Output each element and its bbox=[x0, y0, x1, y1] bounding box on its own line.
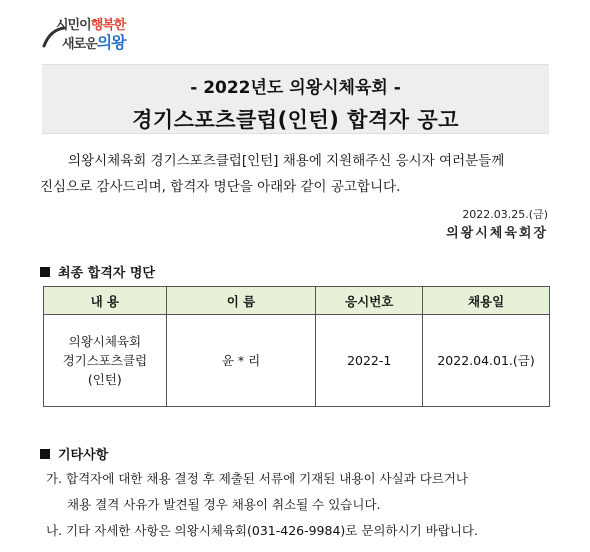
note-b-line1: 나. 기타 자세한 사항은 의왕시체육회(031-426-9984)로 문의하시기 바랍니다. bbox=[46, 523, 478, 538]
table-header-row bbox=[44, 287, 550, 315]
note-a-line1: 가. 합격자에 대한 채용 결정 후 제출된 서류에 기재된 내용이 사실과 다르거나 bbox=[46, 471, 469, 486]
note-a-line2: 채용 결격 사유가 발견될 경우 채용이 취소될 수 있습니다. bbox=[67, 497, 381, 512]
header-name: 이 름 bbox=[166, 287, 316, 315]
table-row bbox=[44, 315, 550, 407]
logo-line2: 새로운의왕 bbox=[62, 33, 126, 52]
issuer-name: 의왕시체육회장 bbox=[446, 226, 548, 241]
header-number: 응시번호 bbox=[316, 287, 423, 315]
section-heading-results: 최종 합격자 명단 bbox=[40, 262, 155, 281]
notes-list bbox=[46, 466, 566, 544]
city-logo bbox=[42, 12, 132, 52]
intro-line1: 의왕시체육회 경기스포츠클럽[인턴] 채용에 지원해주신 응시자 여러분들께 bbox=[68, 153, 505, 169]
header-date: 채용일 bbox=[423, 287, 550, 315]
title-line1: - 2022년도 의왕시체육회 - bbox=[190, 78, 401, 98]
title-line2: 경기스포츠클럽(인턴) 합격자 공고 bbox=[132, 108, 459, 132]
section-heading-notes: 기타사항 bbox=[40, 444, 108, 463]
cell-content: 의왕시체육회 경기스포츠클럽 (인턴) bbox=[44, 315, 167, 407]
announcement-date: 2022.03.25.(금) bbox=[462, 208, 548, 221]
cell-name: 윤 * 리 bbox=[166, 315, 316, 407]
intro-line2: 진심으로 감사드리며, 합격자 명단을 아래와 같이 공고합니다. bbox=[40, 179, 401, 195]
header-content: 내 용 bbox=[44, 287, 167, 315]
intro-paragraph bbox=[40, 148, 555, 200]
logo-line1: 시민이행복한 bbox=[56, 18, 126, 33]
results-table bbox=[43, 286, 550, 407]
square-bullet-icon bbox=[40, 449, 50, 459]
title-banner bbox=[42, 64, 549, 134]
square-bullet-icon bbox=[40, 267, 50, 277]
cell-date: 2022.04.01.(금) bbox=[423, 315, 550, 407]
cell-number: 2022-1 bbox=[316, 315, 423, 407]
